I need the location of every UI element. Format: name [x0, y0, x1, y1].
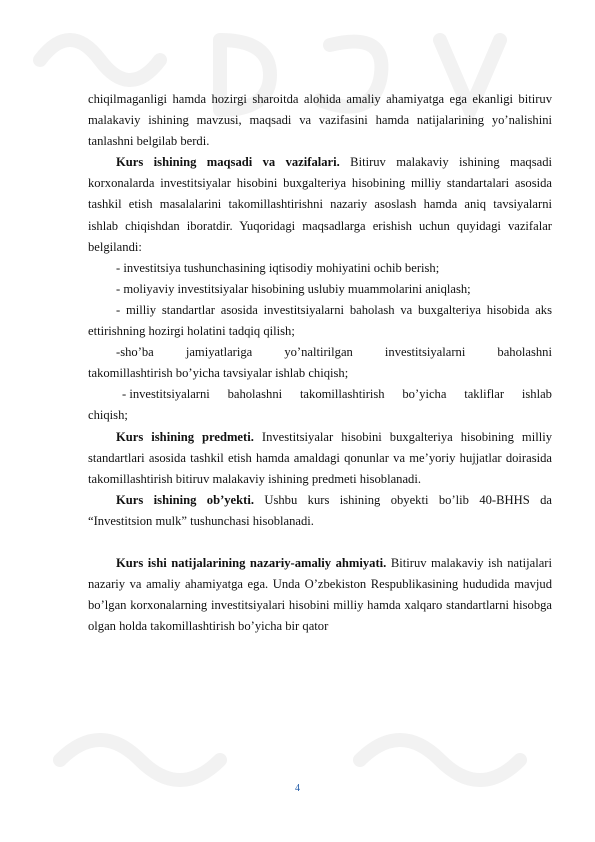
- task-item-3-text: - milliy standartlar asosida investitsiyalarni baholash va buxgalteriya hisobida aks ettirishning hozirgi holatini tadqiq qilish;: [88, 302, 552, 339]
- task-item-4-word: investitsiyalarni: [384, 345, 466, 360]
- paragraph-intro-text: chiqilmaganligi hamda hozirgi sharoitda alohida amaliy ahamiyatga ega ekanligi bitiruv malakaviy ishining mavzusi, maqsadi va vazifasini hamda natijalarining yo’nalishini tanlashni belgilab berdi.: [88, 92, 552, 149]
- task-item-2: [88, 279, 552, 300]
- goals-body: Bitiruv malakaviy ishining maqsadi korxonalarda investitsiyalar hisobini buxgalteriya hisobining milliy standartalari asosida tashkil etish masalalarini takomillashtirishni nazariy asoslash hamda aniq tavsiyalarni ishlab chiqishdan iboratdir. Yuqoridagi maqsadlarga erishish uchun quyidagi vazifalar belgilandi:: [88, 155, 552, 254]
- task-item-5-word: baholashni: [227, 387, 283, 402]
- task-item-4-line-1: [88, 342, 552, 363]
- subject-heading: Kurs ishining predmeti.: [116, 429, 254, 444]
- task-item-2-text: - moliyaviy investitsiyalar hisobining uslubiy muammolarini aniqlash;: [116, 281, 471, 296]
- significance-body: Bitiruv malakaviy ish natijalari nazariy va amaliy ahamiyatga ega. Unda O’zbekiston Respublikasining hududida mavjud bo’lgan korxonalarning investitsiyalari hisobini milliy hamda xalqaro standartlarni hisobga olgan holda takomillashtirish bo’yicha bir qator: [88, 555, 552, 634]
- task-item-4-word: jamiyatlariga: [185, 345, 253, 360]
- task-item-3: [88, 300, 552, 342]
- paragraph-goals: [88, 152, 552, 257]
- task-item-5-word: bo’yicha: [402, 387, 447, 402]
- subject-body: Investitsiyalar hisobini buxgalteriya hisobining milliy standartlari asosida tashkil etish hamda amaldagi qonunlar va me’yoriy hujjatlar doirasida takomillashtirish bitiruv malakaviy ishining predmeti hisoblanadi.: [88, 429, 552, 486]
- task-item-5-word: - investitsiyalarni: [122, 387, 210, 402]
- task-item-5-word: takliflar: [464, 387, 505, 402]
- task-item-4-word: yo’naltirilgan: [284, 345, 353, 360]
- paragraph-significance: [88, 553, 552, 637]
- paragraph-subject: [88, 427, 552, 490]
- page-number: 4: [295, 783, 300, 794]
- object-body: Ushbu kurs ishining obyekti bo’lib 40-BHHS da “Investitsion mulk” tushunchasi hisoblanadi.: [88, 492, 552, 528]
- paragraph-gap: [88, 532, 552, 553]
- task-item-5: [88, 384, 552, 426]
- task-item-5-word: takomillashtirish: [299, 387, 385, 402]
- task-item-1-text: - investitsiya tushunchasining iqtisodiy mohiyatini ochib berish;: [116, 260, 440, 275]
- task-item-5-line-1: [88, 384, 552, 405]
- document-body: [88, 89, 552, 637]
- paragraph-intro: [88, 89, 552, 152]
- goals-heading: Kurs ishining maqsadi va vazifalari.: [116, 155, 340, 170]
- object-heading: Kurs ishining ob’yekti.: [116, 492, 254, 507]
- task-item-4-line-2: takomillashtirish bo’yicha tavsiyalar ishlab chiqish;: [88, 366, 349, 381]
- significance-heading: Kurs ishi natijalarining nazariy-amaliy ahmiyati.: [116, 555, 387, 570]
- task-item-1: [88, 258, 552, 279]
- task-item-5-word: ishlab: [521, 387, 552, 402]
- task-item-5-line-2: chiqish;: [88, 408, 128, 423]
- task-item-4-word: -sho’ba: [116, 345, 154, 360]
- task-item-4: [88, 342, 552, 384]
- paragraph-object: [88, 490, 552, 532]
- task-item-4-word: baholashni: [497, 345, 552, 360]
